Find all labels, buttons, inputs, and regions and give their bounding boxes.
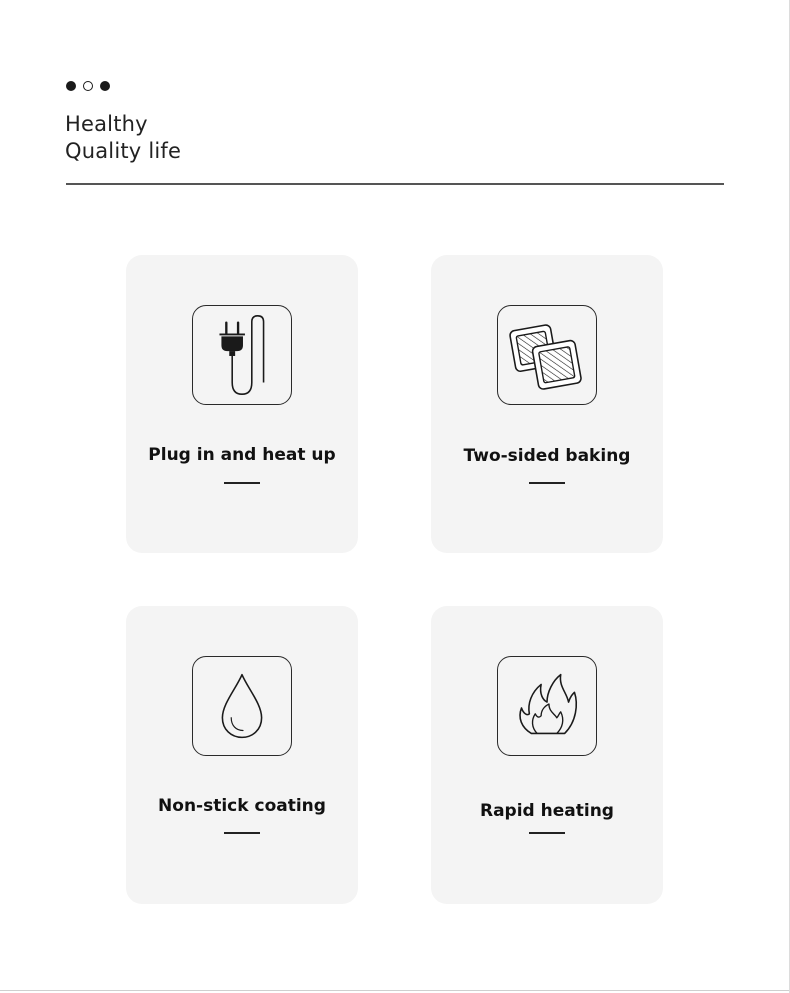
droplet-icon bbox=[192, 656, 292, 756]
page-title-line-1: Healthy bbox=[65, 112, 148, 136]
dot-filled-icon bbox=[66, 81, 76, 91]
header-divider bbox=[66, 183, 724, 185]
feature-underline bbox=[224, 832, 260, 834]
plug-icon bbox=[192, 305, 292, 405]
dot-hollow-icon bbox=[83, 81, 93, 91]
feature-label: Non-stick coating bbox=[158, 796, 326, 816]
feature-label: Plug in and heat up bbox=[148, 445, 336, 465]
feature-label: Two-sided baking bbox=[463, 446, 631, 466]
feature-underline bbox=[529, 482, 565, 484]
feature-card-rapid-heating bbox=[431, 606, 663, 904]
feature-underline bbox=[529, 832, 565, 834]
dot-filled-icon bbox=[100, 81, 110, 91]
page-title bbox=[65, 111, 181, 165]
feature-card-two-sided bbox=[431, 255, 663, 553]
feature-label: Rapid heating bbox=[480, 801, 614, 821]
feature-card-plug bbox=[126, 255, 358, 553]
page-title-line-2: Quality life bbox=[65, 139, 182, 163]
feature-underline bbox=[224, 482, 260, 484]
bottom-border bbox=[0, 990, 790, 991]
decorative-dots bbox=[66, 81, 110, 91]
flame-icon bbox=[497, 656, 597, 756]
waffle-toast-icon bbox=[497, 305, 597, 405]
feature-card-non-stick bbox=[126, 606, 358, 904]
